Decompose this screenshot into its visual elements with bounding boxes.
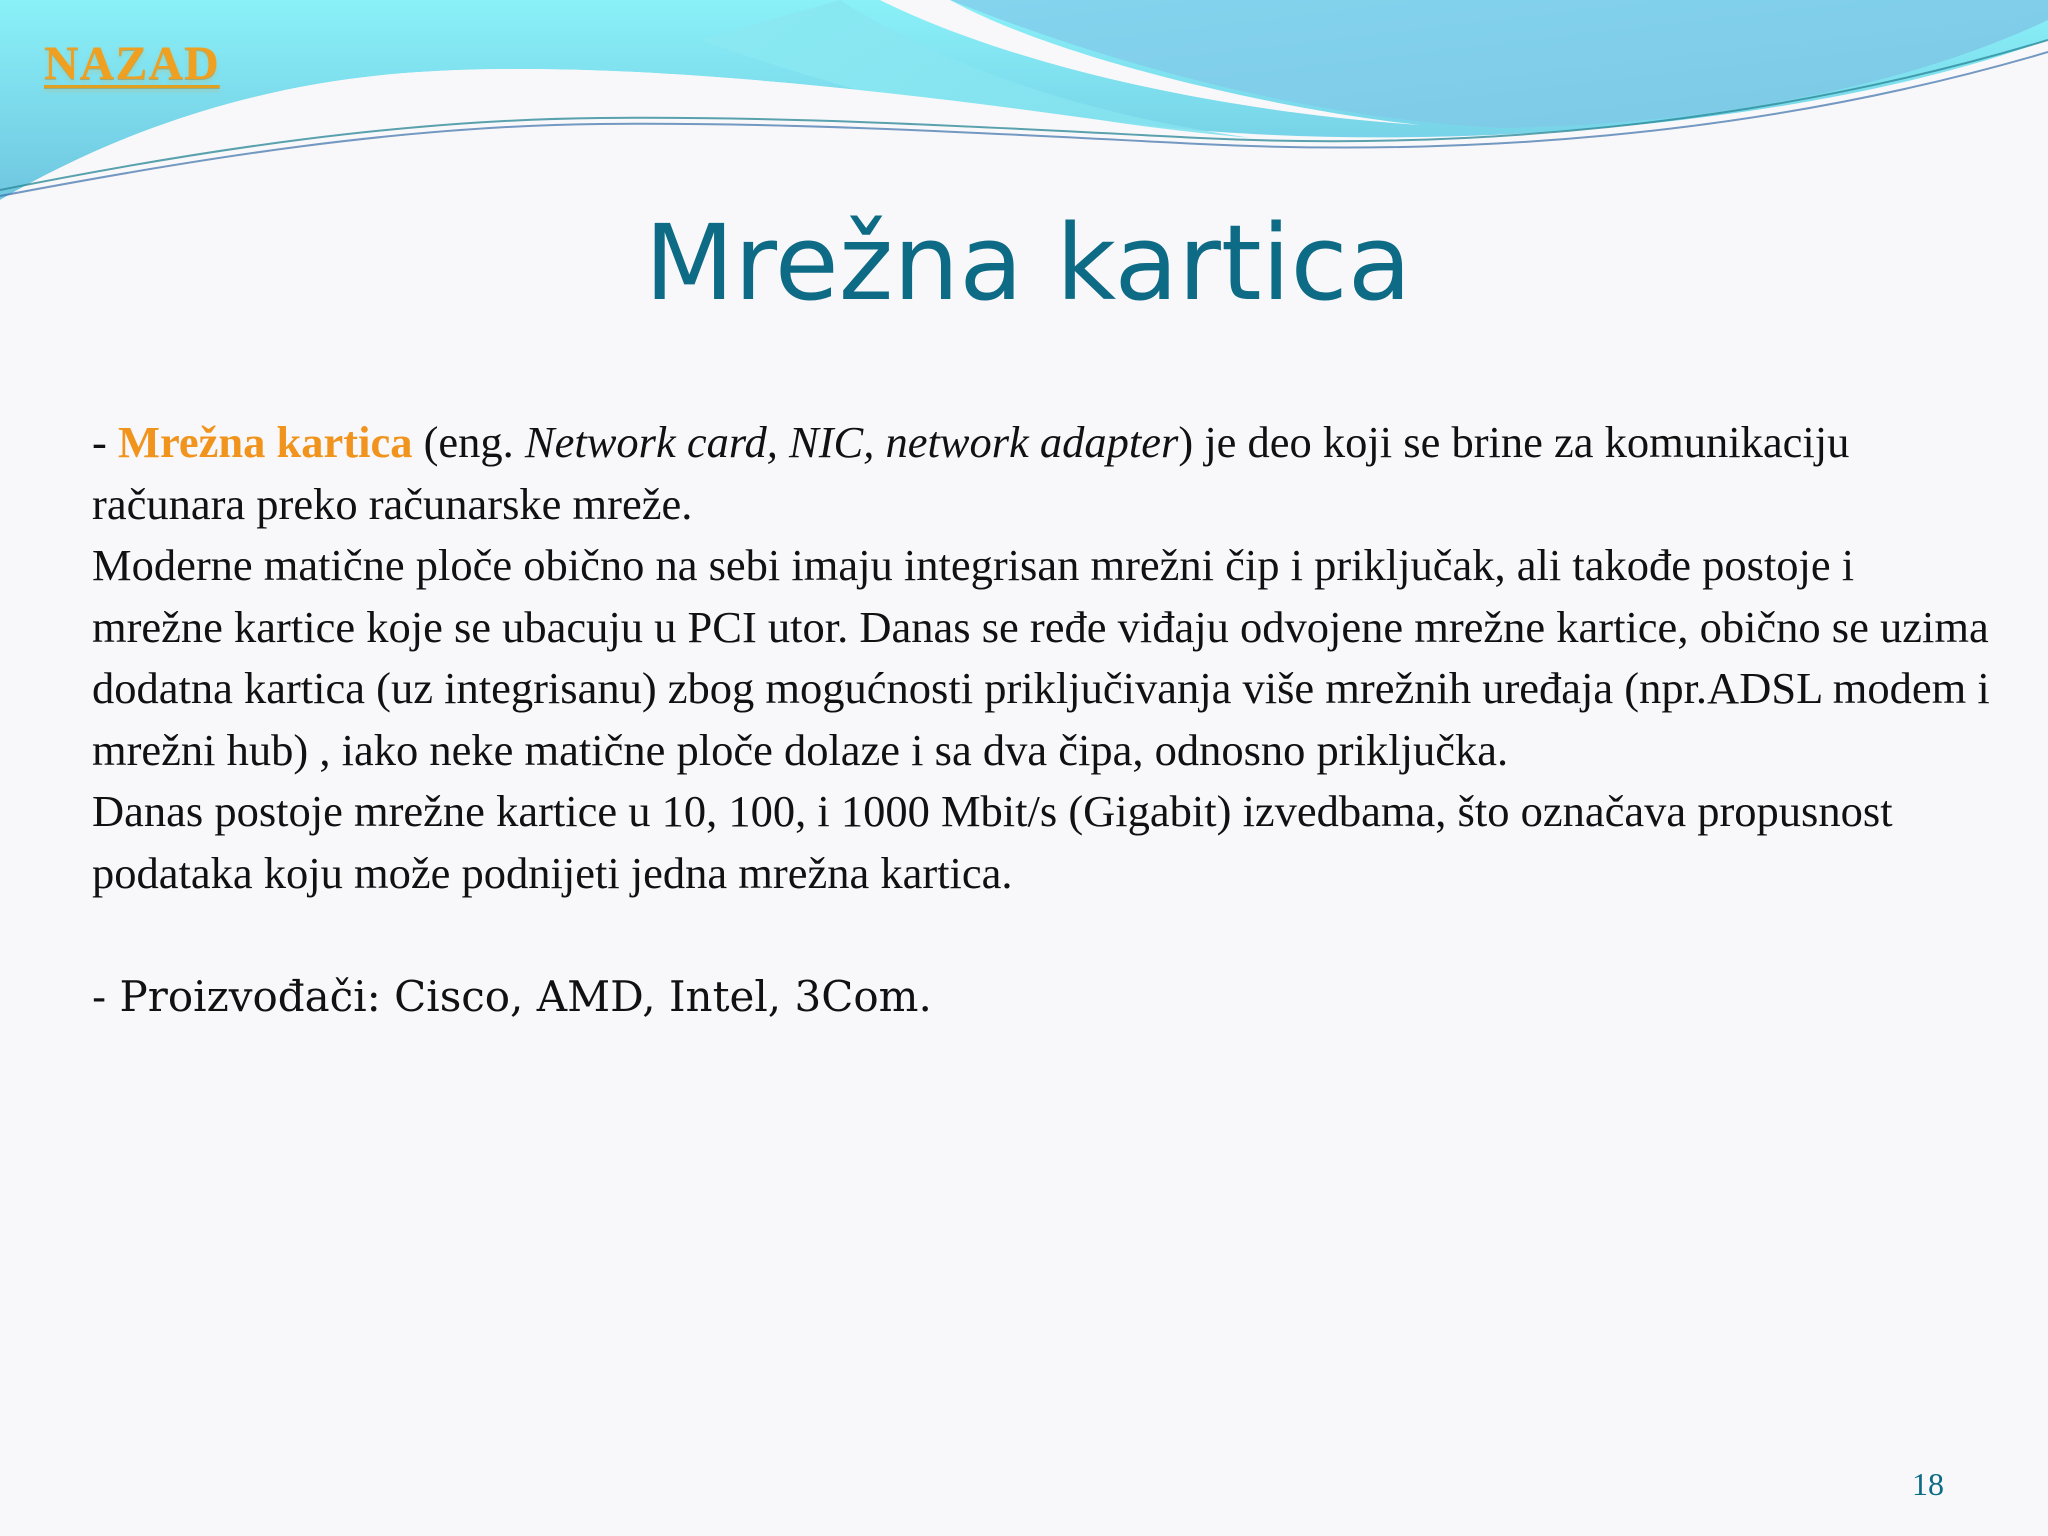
- slide-body: [92, 412, 1992, 1027]
- paragraph-integrated-chip: Moderne matične ploče obično na sebi imaju integrisan mrežni čip i priključak, ali takođe postoje i mrežne kartice koje se ubacuju u PCI utor. Danas se ređe viđaju odvojene mrežne kartice, obično se uzima dodatna kartica (uz integrisanu) zbog mogućnosti priključivanja više mrežnih uređaja (npr.ADSL modem i mrežni hub) , iako neke matične ploče dolaze i sa dva čipa, odnosno priključka.: [92, 540, 1990, 775]
- manufacturers-line: - Proizvođači: Cisco, AMD, Intel, 3Com.: [92, 971, 932, 1021]
- english-terms: Network card, NIC, network adapter: [524, 417, 1179, 467]
- spacer: [92, 904, 1992, 966]
- intro-open: (eng.: [412, 417, 525, 467]
- page-number: 18: [1912, 1466, 1944, 1502]
- highlighted-term: Mrežna kartica: [117, 417, 413, 467]
- paragraph-speeds: Danas postoje mrežne kartice u 10, 100, i 1000 Mbit/s (Gigabit) izvedbama, što označava propusnost podataka koju može podnijeti jedna mrežna kartica.: [92, 786, 1893, 898]
- intro-rest: ) je deo koji se brine za komunikaciju računara preko računarske mreže.: [92, 417, 1850, 529]
- back-link[interactable]: NAZAD: [44, 37, 220, 90]
- intro-dash: -: [92, 417, 118, 467]
- intro-paragraph: [92, 412, 1992, 535]
- slide-title: Mrežna kartica: [644, 202, 1412, 324]
